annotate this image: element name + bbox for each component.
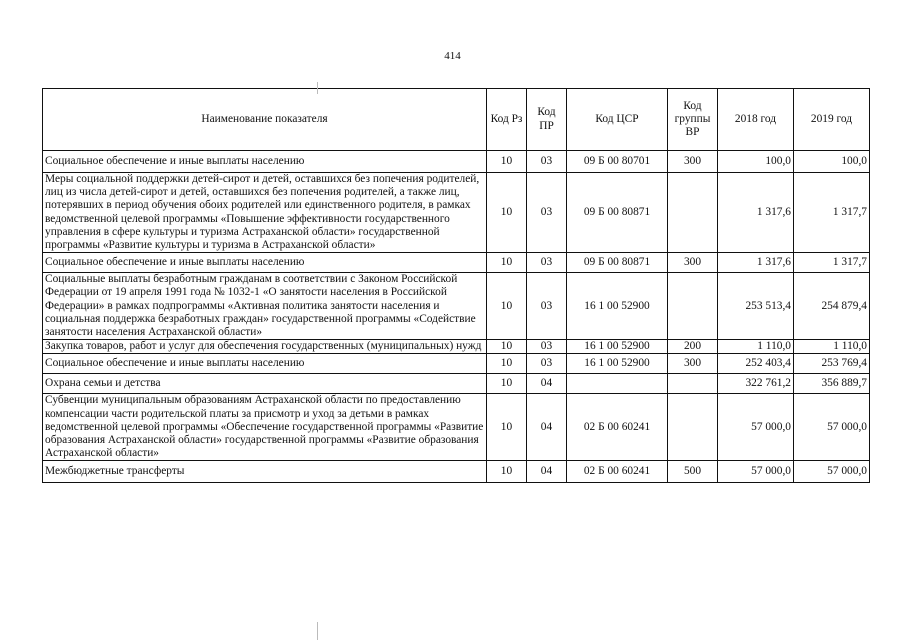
row-2019: 1 110,0 (794, 340, 870, 354)
row-vr: 300 (668, 151, 718, 173)
row-rz: 10 (487, 374, 527, 394)
row-rz: 10 (487, 273, 527, 340)
table-row (43, 173, 870, 253)
row-name: Социальное обеспечение и иные выплаты населению (43, 354, 487, 374)
row-2019: 100,0 (794, 151, 870, 173)
row-name: Межбюджетные трансферты (43, 461, 487, 483)
table-row (43, 354, 870, 374)
table-row (43, 253, 870, 273)
row-rz: 10 (487, 151, 527, 173)
row-vr: 300 (668, 253, 718, 273)
row-csr: 16 1 00 52900 (567, 354, 668, 374)
row-name: Социальное обеспечение и иные выплаты населению (43, 253, 487, 273)
row-2018: 57 000,0 (718, 394, 794, 461)
header-csr: Код ЦСР (567, 89, 668, 151)
table-row (43, 461, 870, 483)
row-2018: 100,0 (718, 151, 794, 173)
row-csr: 16 1 00 52900 (567, 340, 668, 354)
row-2018: 57 000,0 (718, 461, 794, 483)
table-row (43, 273, 870, 340)
row-name: Меры социальной поддержки детей-сирот и детей, оставшихся без попечения родителей, лиц из числа детей-сирот и детей, оставшихся без попечения родителей, а также лиц, потерявших в период обучения обоих родителей или единственного родителя, в рамках ведомственной целевой программы «Повышение эффективности государственного управления в сфере культуры и туризма Астраханской области» государственной программы «Развитие культуры и туризма в Астраханской области» (43, 173, 487, 253)
row-vr: 300 (668, 354, 718, 374)
row-vr (668, 394, 718, 461)
row-2018: 322 761,2 (718, 374, 794, 394)
header-rz: Код Рз (487, 89, 527, 151)
row-2018: 1 317,6 (718, 253, 794, 273)
row-2018: 253 513,4 (718, 273, 794, 340)
row-csr: 09 Б 00 80871 (567, 173, 668, 253)
page-number: 414 (444, 50, 461, 62)
header-2019: 2019 год (794, 89, 870, 151)
row-2018: 1 110,0 (718, 340, 794, 354)
row-2019: 1 317,7 (794, 253, 870, 273)
row-2019: 254 879,4 (794, 273, 870, 340)
table-row (43, 394, 870, 461)
row-2019: 57 000,0 (794, 394, 870, 461)
row-csr: 09 Б 00 80701 (567, 151, 668, 173)
row-2018: 1 317,6 (718, 173, 794, 253)
row-pr: 04 (527, 394, 567, 461)
table-row (43, 151, 870, 173)
table-row (43, 340, 870, 354)
row-2019: 356 889,7 (794, 374, 870, 394)
row-rz: 10 (487, 461, 527, 483)
table-row (43, 374, 870, 394)
row-rz: 10 (487, 340, 527, 354)
row-pr: 03 (527, 340, 567, 354)
row-csr: 02 Б 00 60241 (567, 394, 668, 461)
scan-artifact-line (317, 622, 318, 640)
row-csr: 02 Б 00 60241 (567, 461, 668, 483)
row-name: Охрана семьи и детства (43, 374, 487, 394)
row-vr (668, 273, 718, 340)
row-rz: 10 (487, 253, 527, 273)
row-name: Субвенции муниципальным образованиям Астраханской области по предоставлению компенсации части родительской платы за присмотр и уход за детьми в рамках ведомственной целевой программы «Обеспечение государственной программы «Развитие образования Астраханской области» государственной программы «Развитие образования Астраханской области» (43, 394, 487, 461)
row-pr: 03 (527, 151, 567, 173)
row-pr: 04 (527, 461, 567, 483)
row-pr: 03 (527, 273, 567, 340)
row-pr: 03 (527, 173, 567, 253)
header-pr: Код ПР (527, 89, 567, 151)
row-pr: 03 (527, 354, 567, 374)
row-pr: 03 (527, 253, 567, 273)
row-pr: 04 (527, 374, 567, 394)
row-csr: 16 1 00 52900 (567, 273, 668, 340)
row-vr (668, 374, 718, 394)
row-vr: 500 (668, 461, 718, 483)
header-2018: 2018 год (718, 89, 794, 151)
budget-table (42, 88, 870, 483)
row-rz: 10 (487, 394, 527, 461)
scan-artifact-line (317, 82, 318, 94)
row-vr: 200 (668, 340, 718, 354)
row-2019: 57 000,0 (794, 461, 870, 483)
row-vr (668, 173, 718, 253)
row-name: Социальное обеспечение и иные выплаты населению (43, 151, 487, 173)
header-vr: Код группы ВР (668, 89, 718, 151)
row-2019: 253 769,4 (794, 354, 870, 374)
row-2018: 252 403,4 (718, 354, 794, 374)
row-name: Закупка товаров, работ и услуг для обеспечения государственных (муниципальных) нужд (43, 340, 487, 354)
row-csr (567, 374, 668, 394)
row-rz: 10 (487, 354, 527, 374)
header-name: Наименование показателя (43, 89, 487, 151)
table-header-row (43, 89, 870, 151)
row-rz: 10 (487, 173, 527, 253)
row-csr: 09 Б 00 80871 (567, 253, 668, 273)
row-2019: 1 317,7 (794, 173, 870, 253)
row-name: Социальные выплаты безработным гражданам в соответствии с Законом Российской Федерации от 19 апреля 1991 года № 1032-1 «О занятости населения в Российской Федерации» в рамках подпрограммы «Активная политика занятости населения и социальная поддержка безработных граждан» государственной программы «Содействие занятости населения Астраханской области» (43, 273, 487, 340)
